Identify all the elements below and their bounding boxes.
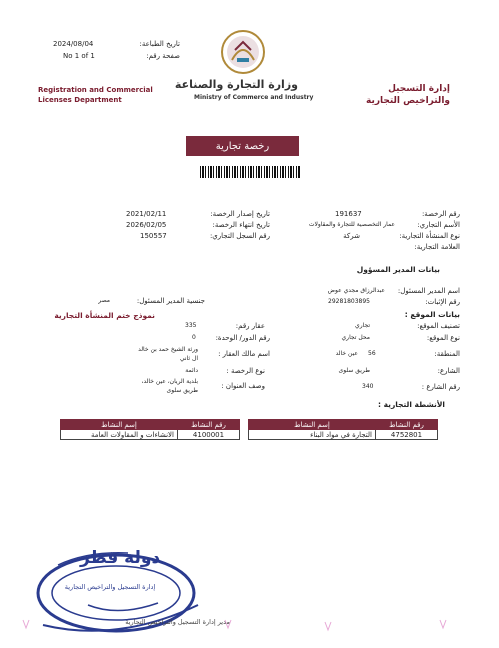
activity-name-header: إسم النشاط (249, 420, 376, 430)
street: طريق سلوى (338, 367, 370, 374)
manager-section-title: بيانات المدير المسؤول (356, 265, 440, 274)
stamp-note: نموذج ختم المنشأة التجارية (54, 311, 155, 320)
watermark-pattern (15, 610, 485, 640)
activity-number-header: رقم النشاط (376, 420, 438, 430)
address-label: وصف العنوان : (221, 382, 265, 390)
page-number-label: صفحة رقم: (146, 52, 180, 60)
document-title: رخصة تجارية (186, 136, 299, 156)
manager-id: 29281803895 (328, 298, 370, 305)
activity-number: 4100001 (178, 430, 240, 440)
manager-id-label: رقم الإثبات: (425, 298, 460, 306)
entity-type-label: نوع المنشأة التجارية: (399, 232, 460, 240)
trade-name-label: الأسم التجاري: (417, 221, 460, 229)
trade-name: عمار التخصصية للتجارة والمقاولات (308, 221, 395, 228)
nationality-label: جنسية المدير المسئول: (136, 297, 205, 305)
activity-number-header: رقم النشاط (178, 420, 240, 430)
ministry-name-ar: وزارة التجارة والصناعة (174, 78, 298, 91)
dept-ar-line1: إدارة التسجيل (388, 84, 450, 94)
street-number-label: رقم الشارع : (421, 383, 460, 391)
zone-label: المنطقة: (434, 350, 460, 358)
license-number: 191637 (335, 210, 362, 218)
barcode (200, 166, 300, 178)
zone-name: عين خالد (335, 350, 358, 357)
print-date: 2024/08/04 (53, 40, 94, 48)
owner-line2: ال ثاني (179, 355, 198, 362)
zone-number: 56 (368, 350, 376, 357)
license-type-label: نوع الرخصة : (226, 367, 265, 375)
activity-name: التجارة في مواد البناء (249, 430, 376, 440)
director-signature-label: مدير إدارة التسجيل والتراخيص التجارية (125, 618, 230, 626)
cr-number: 150557 (140, 232, 167, 240)
address-line1: بلدية الريان، عين خالد، (141, 378, 198, 385)
location-type-label: نوع الموقع: (426, 334, 460, 342)
activities-table-right (248, 419, 438, 440)
dept-ar-line2: والتراخيص التجارية (365, 96, 450, 106)
location-type: محل تجاري (341, 334, 370, 341)
print-date-label: تاريخ الطباعة: (139, 40, 180, 48)
floor-number: 0 (192, 334, 196, 341)
location-class: تجاري (355, 322, 370, 329)
table-row (61, 430, 240, 440)
location-section-title: بيانات الموقع : (404, 310, 460, 319)
expiry-date-label: تاريخ انتهاء الرخصة: (212, 221, 270, 229)
table-row (249, 430, 438, 440)
activities-table-left (60, 419, 240, 440)
activity-name-header: إسم النشاط (61, 420, 178, 430)
entity-type: شركة (343, 232, 360, 240)
qatar-emblem-logo (218, 28, 268, 76)
manager-name: عبدالرزاق مجدي عوض (327, 287, 385, 294)
brand-label: العلامة التجارية: (414, 243, 460, 251)
nationality: مصر (98, 297, 110, 304)
page-number: No 1 of 1 (63, 52, 95, 60)
issue-date-label: تاريخ إصدار الرخصة: (210, 210, 270, 218)
issue-date: 2021/02/11 (126, 210, 167, 218)
dept-en-line1: Registration and Commercial (38, 86, 153, 94)
owner-line1: ورثة الشيخ حمد بن خالد (138, 346, 198, 353)
license-type: دائمة (185, 367, 198, 374)
address-line2: طريق سلوى (166, 387, 198, 394)
floor-label: رقم الدور/ الوحدة: (215, 334, 270, 342)
activity-number: 4752801 (376, 430, 438, 440)
manager-name-label: اسم المدير المسئول: (397, 287, 460, 295)
owner-label: اسم مالك العقار : (218, 350, 270, 358)
seal-text: إدارة التسجيل والتراخيص التجارية (64, 583, 156, 591)
cr-number-label: رقم السجل التجاري: (209, 232, 270, 240)
property-number: 335 (185, 322, 197, 329)
activity-name: الانشاءات و المقاولات العامة (61, 430, 178, 440)
property-label: عقار رقم: (235, 322, 265, 330)
street-number: 340 (362, 383, 374, 390)
activities-section-title: الأنشطة التجارية : (377, 400, 445, 409)
street-label: الشارع: (437, 367, 460, 375)
dept-en-line2: Licenses Department (38, 96, 122, 104)
seal-title: دولة قطر (80, 548, 161, 568)
ministry-name-en: Ministry of Commerce and Industry (194, 94, 314, 101)
location-class-label: تصنيف الموقع: (417, 322, 460, 330)
expiry-date: 2026/02/05 (126, 221, 167, 229)
license-number-label: رقم الرخصة: (421, 210, 460, 218)
